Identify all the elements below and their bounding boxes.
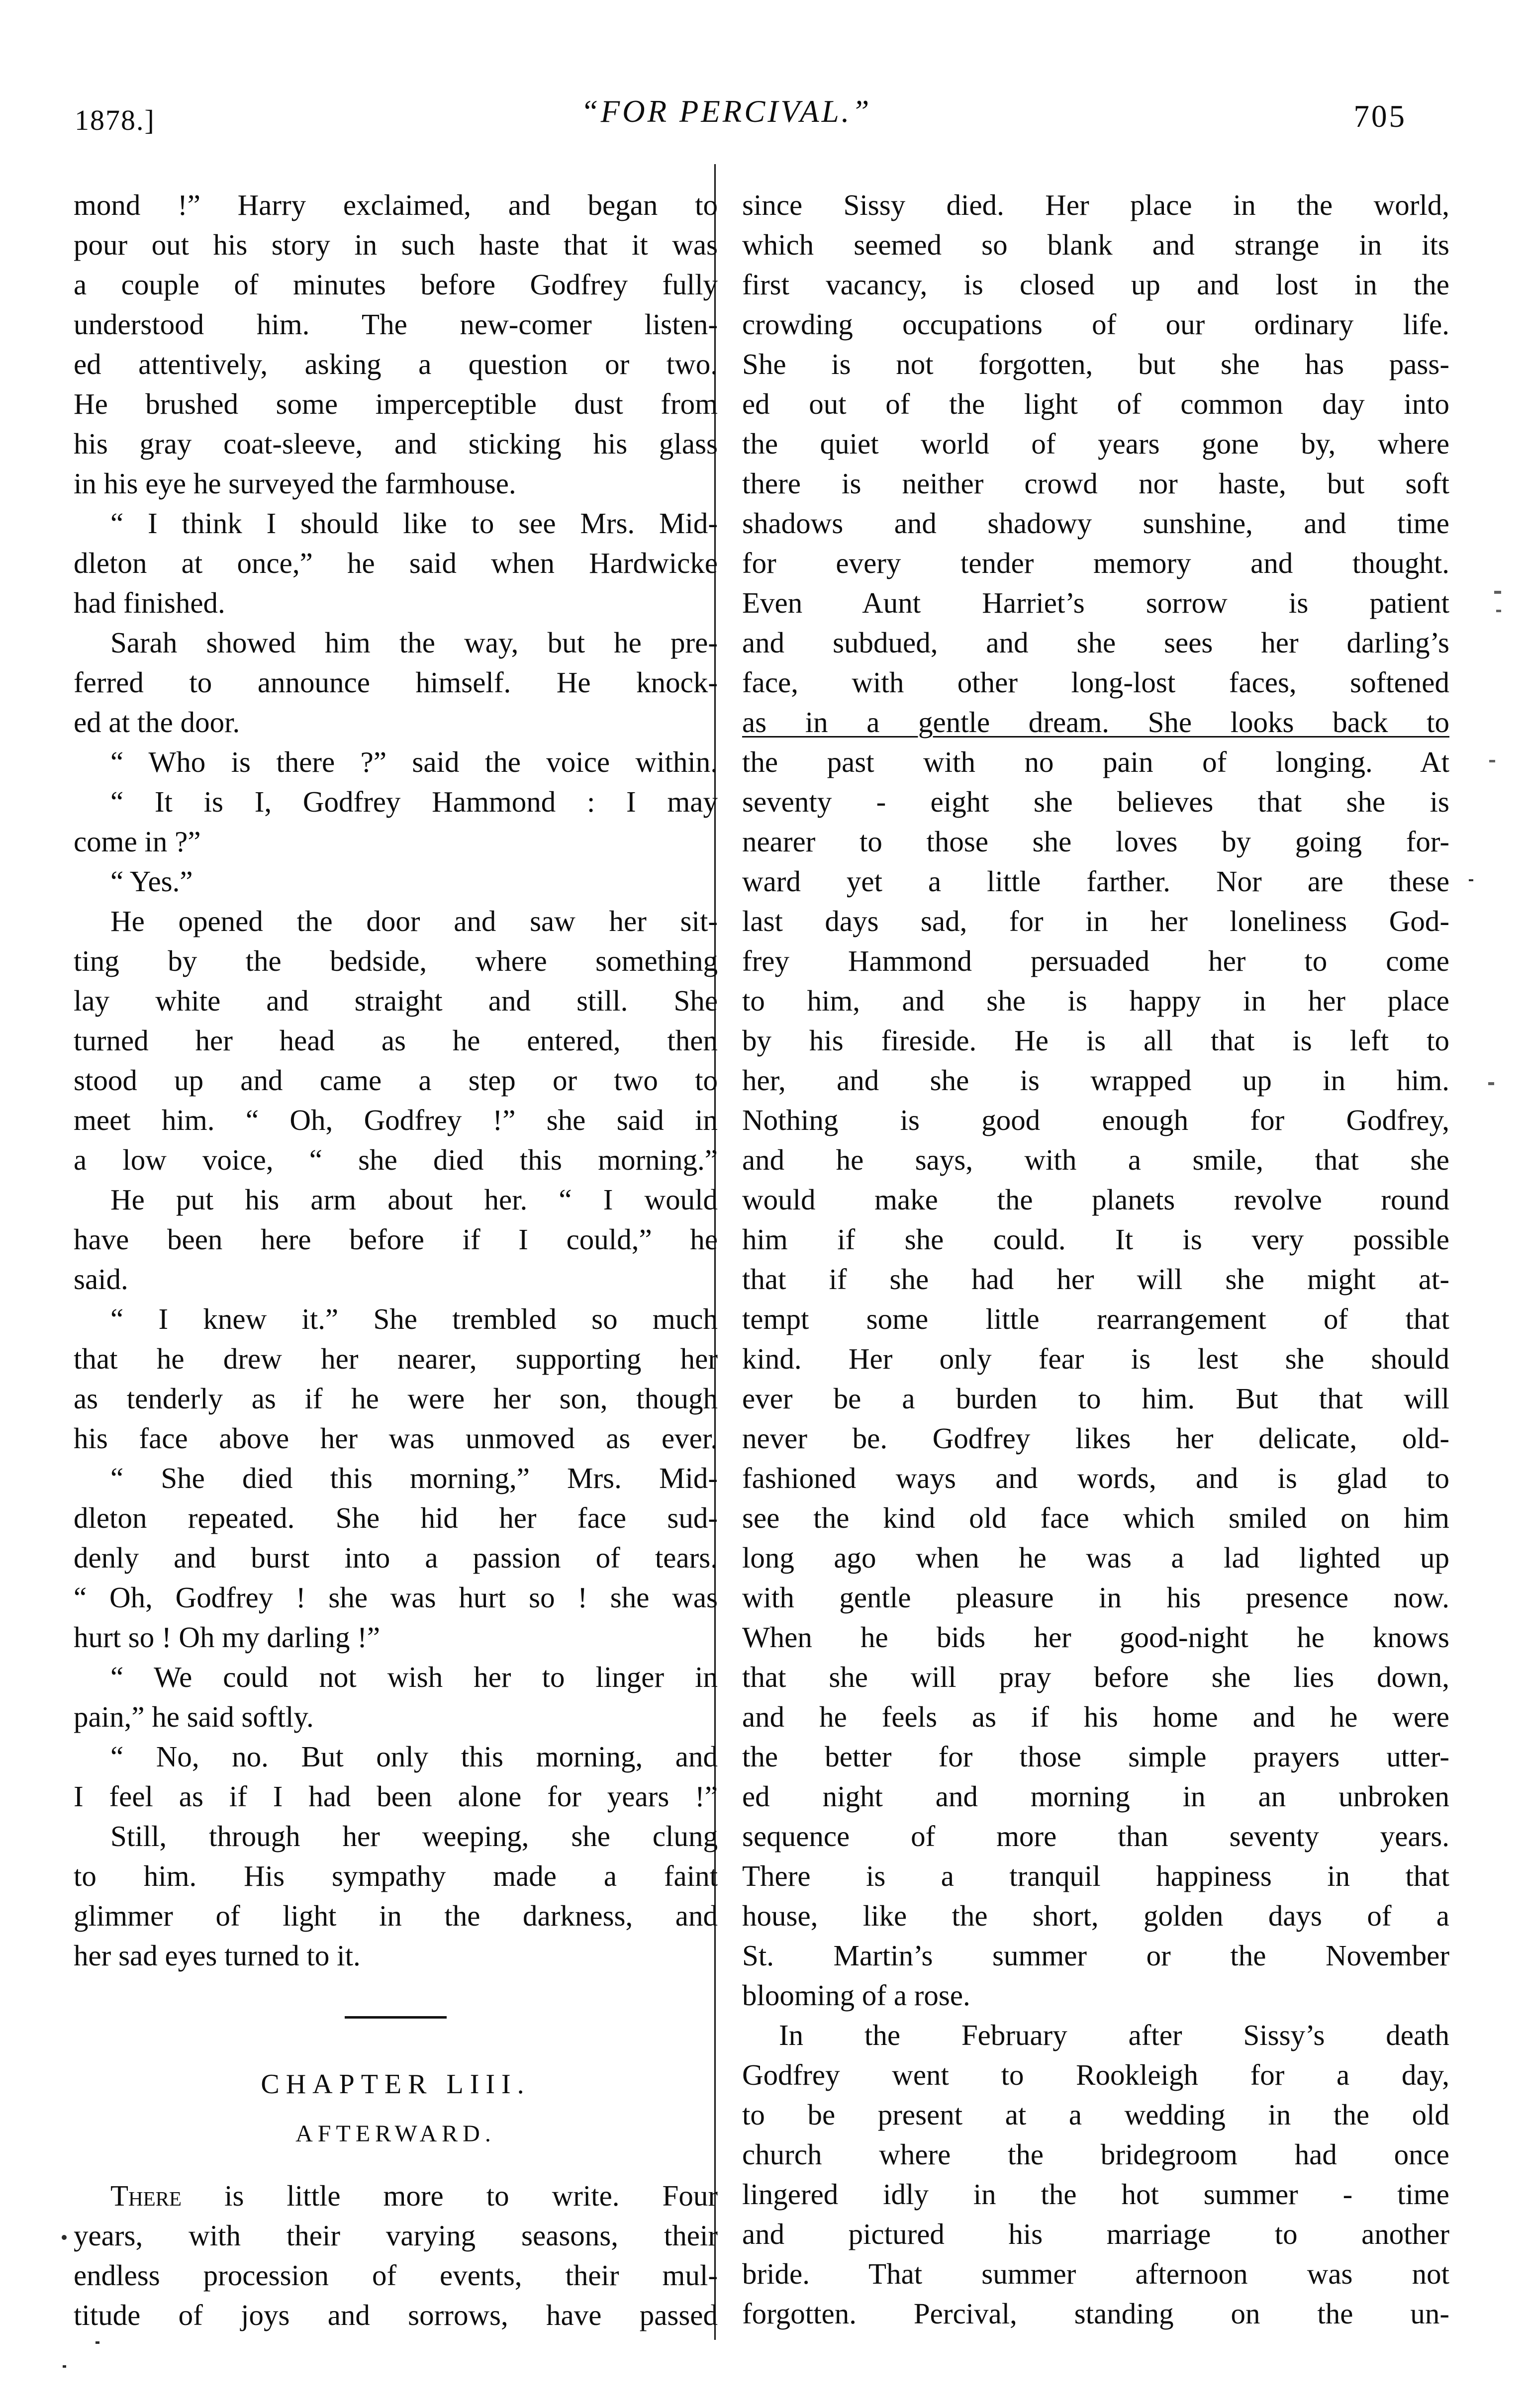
text-line: lay white and straight and still. She [74,984,718,1017]
text-line: pour out his story in such haste that it was [74,228,718,261]
chapter-subheading: AFTERWARD. [295,2121,496,2147]
text-line: meet him. “ Oh, Godfrey !” she said in [74,1104,718,1136]
left-column-text [74,185,718,1975]
text-line: stood up and came a step or two to [74,1064,718,1097]
text-line: shadows and shadowy sunshine, and time [742,507,1449,540]
text-line: ed out of the light of common day into [742,387,1449,420]
text-line: dleton at once,” he said when Hardwicke [74,547,718,579]
text-line: “ I knew it.” She trembled so much [110,1302,718,1335]
text-line: crowding occupations of our ordinary life. [742,308,1449,341]
text-line: to be present at a wedding in the old [742,2098,1449,2131]
text-line: ed night and morning in an unbroken [742,1780,1449,1813]
text-line: He brushed some imperceptible dust from [74,387,718,420]
text-line: She is not forgotten, but she has pass- [742,348,1449,380]
text-line: a low voice, “ she died this morning.” [74,1143,718,1176]
text-line: lingered idly in the hot summer - time [742,2178,1449,2211]
text-line: ed attentively, asking a question or two. [74,348,718,380]
text-line: his face above her was unmoved as ever. [74,1422,718,1455]
text-line: “ Oh, Godfrey ! she was hurt so ! she was [74,1581,718,1614]
text-line: to him, and she is happy in her place [742,984,1449,1017]
text-line: a couple of minutes before Godfrey fully [74,268,718,301]
text-line: tempt some little rearrangement of that [742,1302,1449,1335]
text-line: endless procession of events, their mul- [74,2259,718,2292]
text-line: in his eye he surveyed the farmhouse. [74,467,516,500]
text-line: Nothing is good enough for Godfrey, [742,1104,1449,1136]
header-page-number: 705 [1353,99,1407,134]
text-line: that he drew her nearer, supporting her [74,1342,718,1375]
right-column [742,185,1449,2333]
text-line: understood him. The new-comer listen- [74,308,718,341]
chapter-heading: CHAPTER LIII. [261,2069,531,2100]
text-line: years, with their varying seasons, their [74,2219,718,2252]
text-line: never be. Godfrey likes her delicate, old- [742,1422,1449,1455]
text-line: last days sad, for in her loneliness God- [742,905,1449,937]
text-line: hurt so ! Oh my darling !” [74,1621,381,1654]
text-line: by his fireside. He is all that is left to [742,1024,1449,1057]
text-line: her, and she is wrapped up in him. [742,1064,1449,1097]
text-line: the quiet world of years gone by, where [742,427,1449,460]
text-line: and pictured his marriage to another [742,2218,1449,2250]
text-line: him if she could. It is very possible [742,1223,1449,1256]
scan-artifact [1494,591,1501,594]
text-line: In the February after Sissy’s death [779,2019,1449,2051]
text-line: ferred to announce himself. He knock- [74,666,718,699]
text-line: see the kind old face which smiled on him [742,1501,1449,1534]
header-title: “FOR PERCIVAL.” [580,94,872,129]
text-line: church where the bridegroom had once [742,2138,1449,2171]
scan-artifact [1469,879,1473,881]
text-line: kind. Her only fear is lest she should [742,1342,1449,1375]
left-column [74,185,718,2335]
text-line: “ Who is there ?” said the voice within. [110,745,718,778]
text-line: which seemed so blank and strange in its [742,228,1449,261]
text-line: the past with no pain of longing. At [742,745,1449,778]
text-line: with gentle pleasure in his presence now. [742,1581,1449,1614]
text-line: ed at the door. [74,706,240,739]
text-line: the better for those simple prayers utter- [742,1740,1449,1773]
text-line: Sarah showed him the way, but he pre- [110,626,718,659]
text-line: for every tender memory and thought. [742,547,1449,579]
text-line: “ We could not wish her to linger in [110,1661,718,1693]
text-line: denly and burst into a passion of tears. [74,1541,718,1574]
text-line: his gray coat-sleeve, and sticking his glass [74,427,718,460]
text-line: since Sissy died. Her place in the world, [742,188,1449,221]
text-line: said. [74,1263,128,1296]
text-line: nearer to those she loves by going for- [742,825,1449,858]
text-line: had finished. [74,586,225,619]
text-line: He put his arm about her. “ I would [110,1183,718,1216]
scan-artifact [62,2235,67,2240]
text-line: bride. That summer afternoon was not [742,2257,1449,2290]
text-line: When he bids her good-night he knows [742,1621,1449,1654]
text-line: I feel as if I had been alone for years !” [74,1780,718,1813]
text-line: blooming of a rose. [742,1979,970,2012]
header-year: 1878.] [75,104,155,136]
text-line: Still, through her weeping, she clung [110,1820,718,1852]
scan-artifact [1496,610,1501,612]
text-line: Godfrey went to Rookleigh for a day, [742,2058,1449,2091]
text-line: ever be a burden to him. But that will [742,1382,1449,1415]
text-line: He opened the door and saw her sit- [110,905,718,937]
section-break-rule [345,2016,447,2019]
text-line: as in a gentle dream. She looks back to [742,706,1449,739]
text-line: ting by the bedside, where something [74,944,718,977]
text-line: her sad eyes turned to it. [74,1939,361,1972]
right-column-text [742,185,1449,2333]
text-line: glimmer of light in the darkness, and [74,1899,718,1932]
text-line: have been here before if I could,” he [74,1223,718,1256]
text-line: that if she had her will she might at- [742,1263,1449,1296]
text-line: there is neither crowd nor haste, but soft [742,467,1449,500]
text-line: “ No, no. But only this morning, and [110,1740,718,1773]
text-line: that she will pray before she lies down, [742,1661,1449,1693]
text-line: face, with other long-lost faces, softened [742,666,1449,699]
text-line: “ It is I, Godfrey Hammond : I may [110,785,718,818]
text-line: and he says, with a smile, that she [742,1143,1449,1176]
text-line: house, like the short, golden days of a [742,1899,1449,1932]
text-line: and he feels as if his home and he were [742,1700,1449,1733]
scan-artifact [1489,760,1495,762]
scan-artifact [95,2341,99,2344]
text-line: long ago when he was a lad lighted up [742,1541,1449,1574]
text-line: to him. His sympathy made a faint [74,1859,718,1892]
text-line: sequence of more than seventy years. [742,1820,1449,1852]
text-line: pain,” he said softly. [74,1700,314,1733]
text-line: first vacancy, is closed up and lost in the [742,268,1449,301]
text-line: dleton repeated. She hid her face sud- [74,1501,718,1534]
text-line: “ She died this morning,” Mrs. Mid- [110,1462,718,1494]
text-line: fashioned ways and words, and is glad to [742,1462,1449,1494]
text-line: as tenderly as if he were her son, though [74,1382,718,1415]
text-line: seventy - eight she believes that she is [742,785,1449,818]
text-line: “ Yes.” [110,865,193,898]
text-line: mond !” Harry exclaimed, and began to [74,188,718,221]
text-line: There is little more to write. Four [110,2179,718,2212]
text-line: ward yet a little farther. Nor are these [742,865,1449,898]
text-line: “ I think I should like to see Mrs. Mid- [110,507,718,540]
text-line: turned her head as he entered, then [74,1024,718,1057]
text-line: Even Aunt Harriet’s sorrow is patient [742,586,1449,619]
small-caps-word: There [110,2179,182,2212]
text-line: forgotten. Percival, standing on the un- [742,2297,1449,2330]
scan-artifact [1488,1082,1494,1085]
text-line: would make the planets revolve round [742,1183,1449,1216]
left-column-text-continued [74,2176,718,2335]
text-line: frey Hammond persuaded her to come [742,944,1449,977]
text-line: There is a tranquil happiness in that [742,1859,1449,1892]
scan-artifact [63,2365,66,2368]
text-line: and subdued, and she sees her darling’s [742,626,1449,659]
text-line: come in ?” [74,825,201,858]
text-line: St. Martin’s summer or the November [742,1939,1449,1972]
text-line: titude of joys and sorrows, have passed [74,2299,718,2331]
